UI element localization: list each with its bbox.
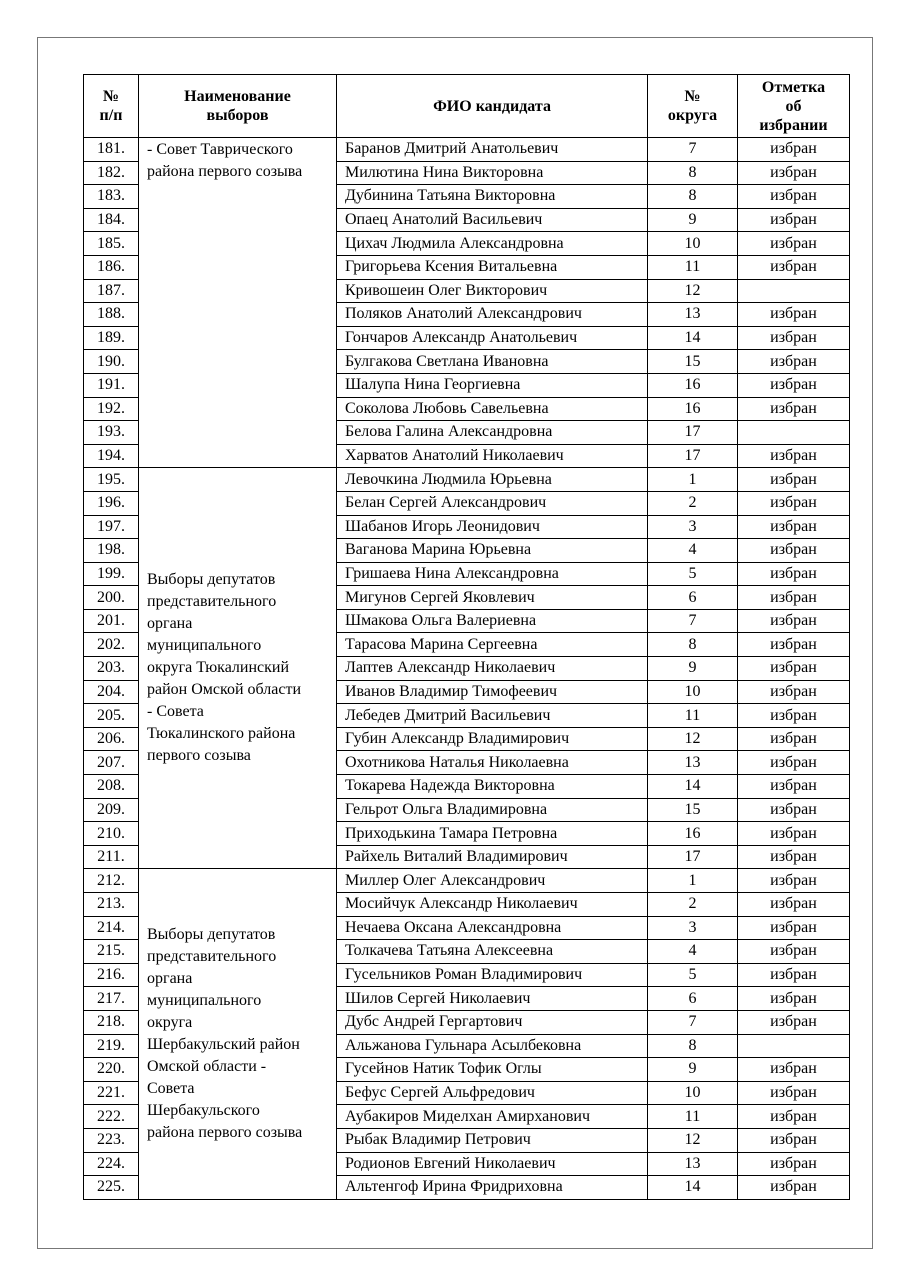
table-row [84, 869, 850, 893]
row-number: 199. [84, 562, 139, 586]
row-number: 218. [84, 1010, 139, 1034]
candidate-name: Григорьева Ксения Витальевна [337, 255, 648, 279]
district-number: 17 [648, 444, 738, 468]
district-number: 8 [648, 161, 738, 185]
district-number: 1 [648, 869, 738, 893]
row-number: 198. [84, 539, 139, 563]
row-number: 190. [84, 350, 139, 374]
candidate-name: Аубакиров Миделхан Амирханович [337, 1105, 648, 1129]
row-number: 183. [84, 185, 139, 209]
district-number: 9 [648, 657, 738, 681]
candidate-name: Гусельников Роман Владимирович [337, 963, 648, 987]
header-election-text: Наименование выборов [184, 88, 291, 124]
district-number: 5 [648, 963, 738, 987]
election-mark: избран [738, 161, 850, 185]
candidate-name: Альтенгоф Ирина Фридриховна [337, 1176, 648, 1200]
election-mark: избран [738, 539, 850, 563]
row-number: 193. [84, 421, 139, 445]
table-row [84, 468, 850, 492]
district-number: 17 [648, 421, 738, 445]
header-mark-text: Отметка об избрании [759, 78, 828, 134]
candidate-name: Милютина Нина Викторовна [337, 161, 648, 185]
district-number: 10 [648, 680, 738, 704]
row-number: 220. [84, 1058, 139, 1082]
district-number: 6 [648, 987, 738, 1011]
header-num-text: № п/п [99, 88, 123, 124]
district-number: 13 [648, 303, 738, 327]
candidate-name: Родионов Евгений Николаевич [337, 1152, 648, 1176]
candidate-name: Иванов Владимир Тимофеевич [337, 680, 648, 704]
election-name-cell [139, 869, 337, 1199]
candidate-name: Толкачева Татьяна Алексеевна [337, 940, 648, 964]
election-mark: избран [738, 138, 850, 162]
election-mark: избран [738, 562, 850, 586]
candidate-name: Шалупа Нина Георгиевна [337, 373, 648, 397]
row-number: 217. [84, 987, 139, 1011]
candidate-name: Альжанова Гульнара Асылбековна [337, 1034, 648, 1058]
row-number: 215. [84, 940, 139, 964]
row-number: 203. [84, 657, 139, 681]
candidate-name: Опаец Анатолий Васильевич [337, 208, 648, 232]
candidate-name: Губин Александр Владимирович [337, 727, 648, 751]
candidate-name: Шабанов Игорь Леонидович [337, 515, 648, 539]
row-number: 197. [84, 515, 139, 539]
candidate-name: Харватов Анатолий Николаевич [337, 444, 648, 468]
row-number: 212. [84, 869, 139, 893]
district-number: 6 [648, 586, 738, 610]
row-number: 221. [84, 1081, 139, 1105]
election-mark: избран [738, 727, 850, 751]
district-number: 11 [648, 255, 738, 279]
election-mark [738, 279, 850, 303]
election-mark: избран [738, 1010, 850, 1034]
row-number: 187. [84, 279, 139, 303]
district-number: 12 [648, 727, 738, 751]
district-number: 12 [648, 279, 738, 303]
header-mark [738, 75, 850, 138]
election-name: - Совет Таврического района первого созыва [147, 141, 303, 180]
election-mark: избран [738, 987, 850, 1011]
election-mark: избран [738, 208, 850, 232]
election-mark: избран [738, 1105, 850, 1129]
header-district-text: № округа [667, 88, 718, 124]
candidate-name: Левочкина Людмила Юрьевна [337, 468, 648, 492]
row-number: 224. [84, 1152, 139, 1176]
row-number: 206. [84, 727, 139, 751]
candidate-name: Мигунов Сергей Яковлевич [337, 586, 648, 610]
results-table [83, 74, 850, 1200]
district-number: 16 [648, 822, 738, 846]
candidate-name: Лебедев Дмитрий Васильевич [337, 704, 648, 728]
row-number: 201. [84, 609, 139, 633]
candidate-name: Миллер Олег Александрович [337, 869, 648, 893]
district-number: 14 [648, 326, 738, 350]
district-number: 9 [648, 1058, 738, 1082]
row-number: 191. [84, 373, 139, 397]
election-mark: избран [738, 1081, 850, 1105]
district-number: 7 [648, 1010, 738, 1034]
district-number: 10 [648, 232, 738, 256]
header-district [648, 75, 738, 138]
row-number: 214. [84, 916, 139, 940]
row-number: 225. [84, 1176, 139, 1200]
election-name: Выборы депутатов представительного органа муниципального округа Шербакульский район Омской области - Совета Шербакульского района первого созыва [147, 926, 303, 1142]
candidate-name: Булгакова Светлана Ивановна [337, 350, 648, 374]
election-mark: избран [738, 609, 850, 633]
election-mark: избран [738, 893, 850, 917]
election-mark: избран [738, 1176, 850, 1200]
election-mark: избран [738, 775, 850, 799]
candidate-name: Шмакова Ольга Валериевна [337, 609, 648, 633]
election-mark: избран [738, 657, 850, 681]
row-number: 196. [84, 491, 139, 515]
election-mark: избран [738, 822, 850, 846]
district-number: 8 [648, 633, 738, 657]
election-mark: избран [738, 303, 850, 327]
candidate-name: Кривошеин Олег Викторович [337, 279, 648, 303]
election-mark: избран [738, 397, 850, 421]
candidate-name: Тарасова Марина Сергеевна [337, 633, 648, 657]
candidate-name: Мосийчук Александр Николаевич [337, 893, 648, 917]
candidate-name: Цихач Людмила Александровна [337, 232, 648, 256]
table-row [84, 138, 850, 162]
row-number: 182. [84, 161, 139, 185]
candidate-name: Гельрот Ольга Владимировна [337, 798, 648, 822]
candidate-name: Лаптев Александр Николаевич [337, 657, 648, 681]
district-number: 3 [648, 916, 738, 940]
district-number: 10 [648, 1081, 738, 1105]
row-number: 211. [84, 845, 139, 869]
district-number: 8 [648, 185, 738, 209]
district-number: 16 [648, 397, 738, 421]
election-mark [738, 421, 850, 445]
row-number: 210. [84, 822, 139, 846]
election-mark: избран [738, 255, 850, 279]
row-number: 208. [84, 775, 139, 799]
row-number: 205. [84, 704, 139, 728]
election-mark: избран [738, 515, 850, 539]
district-number: 14 [648, 1176, 738, 1200]
district-number: 8 [648, 1034, 738, 1058]
district-number: 15 [648, 798, 738, 822]
candidate-name: Гончаров Александр Анатольевич [337, 326, 648, 350]
table-body [84, 138, 850, 1200]
row-number: 195. [84, 468, 139, 492]
row-number: 213. [84, 893, 139, 917]
election-mark: избран [738, 845, 850, 869]
row-number: 219. [84, 1034, 139, 1058]
candidate-name: Дубс Андрей Гергартович [337, 1010, 648, 1034]
election-mark: избран [738, 586, 850, 610]
row-number: 188. [84, 303, 139, 327]
district-number: 5 [648, 562, 738, 586]
row-number: 200. [84, 586, 139, 610]
row-number: 186. [84, 255, 139, 279]
row-number: 184. [84, 208, 139, 232]
candidate-name: Бефус Сергей Альфредович [337, 1081, 648, 1105]
candidate-name: Нечаева Оксана Александровна [337, 916, 648, 940]
district-number: 7 [648, 609, 738, 633]
election-mark: избран [738, 869, 850, 893]
candidate-name: Райхель Виталий Владимирович [337, 845, 648, 869]
header-election [139, 75, 337, 138]
election-mark: избран [738, 468, 850, 492]
district-number: 7 [648, 138, 738, 162]
district-number: 2 [648, 491, 738, 515]
row-number: 192. [84, 397, 139, 421]
row-number: 223. [84, 1128, 139, 1152]
election-mark: избран [738, 680, 850, 704]
row-number: 209. [84, 798, 139, 822]
candidate-name: Соколова Любовь Савельевна [337, 397, 648, 421]
candidate-name: Поляков Анатолий Александрович [337, 303, 648, 327]
candidate-name: Шилов Сергей Николаевич [337, 987, 648, 1011]
row-number: 202. [84, 633, 139, 657]
election-mark: избран [738, 1152, 850, 1176]
candidate-name: Белан Сергей Александрович [337, 491, 648, 515]
candidate-name: Белова Галина Александровна [337, 421, 648, 445]
election-mark: избран [738, 940, 850, 964]
election-mark: избран [738, 373, 850, 397]
district-number: 14 [648, 775, 738, 799]
row-number: 207. [84, 751, 139, 775]
district-number: 11 [648, 704, 738, 728]
election-name: Выборы депутатов представительного органа муниципального округа Тюкалинский район Омской области - Совета Тюкалинского района первого созыва [147, 571, 302, 765]
row-number: 222. [84, 1105, 139, 1129]
district-number: 4 [648, 940, 738, 964]
district-number: 11 [648, 1105, 738, 1129]
candidate-name: Дубинина Татьяна Викторовна [337, 185, 648, 209]
district-number: 1 [648, 468, 738, 492]
candidate-name: Рыбак Владимир Петрович [337, 1128, 648, 1152]
candidate-name: Гусейнов Натик Тофик Оглы [337, 1058, 648, 1082]
election-mark: избран [738, 326, 850, 350]
header-fio-text: ФИО кандидата [433, 97, 551, 115]
election-mark: избран [738, 350, 850, 374]
election-mark: избран [738, 916, 850, 940]
election-mark: избран [738, 1128, 850, 1152]
election-mark: избран [738, 751, 850, 775]
election-mark: избран [738, 232, 850, 256]
candidate-name: Баранов Дмитрий Анатольевич [337, 138, 648, 162]
election-name-cell [139, 138, 337, 468]
candidate-name: Гришаева Нина Александровна [337, 562, 648, 586]
district-number: 4 [648, 539, 738, 563]
district-number: 17 [648, 845, 738, 869]
election-mark: избран [738, 1058, 850, 1082]
district-number: 13 [648, 1152, 738, 1176]
header-fio [337, 75, 648, 138]
row-number: 216. [84, 963, 139, 987]
row-number: 194. [84, 444, 139, 468]
district-number: 12 [648, 1128, 738, 1152]
election-mark: избран [738, 704, 850, 728]
row-number: 185. [84, 232, 139, 256]
district-number: 3 [648, 515, 738, 539]
candidate-name: Охотникова Наталья Николаевна [337, 751, 648, 775]
district-number: 2 [648, 893, 738, 917]
row-number: 204. [84, 680, 139, 704]
election-mark: избран [738, 444, 850, 468]
election-name-cell [139, 468, 337, 869]
table-header-row [84, 75, 850, 138]
district-number: 9 [648, 208, 738, 232]
district-number: 16 [648, 373, 738, 397]
header-num [84, 75, 139, 138]
candidate-name: Приходькина Тамара Петровна [337, 822, 648, 846]
election-mark: избран [738, 798, 850, 822]
election-mark: избран [738, 633, 850, 657]
district-number: 13 [648, 751, 738, 775]
row-number: 189. [84, 326, 139, 350]
row-number: 181. [84, 138, 139, 162]
election-mark: избран [738, 491, 850, 515]
candidate-name: Ваганова Марина Юрьевна [337, 539, 648, 563]
election-mark [738, 1034, 850, 1058]
candidate-name: Токарева Надежда Викторовна [337, 775, 648, 799]
election-mark: избран [738, 963, 850, 987]
election-mark: избран [738, 185, 850, 209]
district-number: 15 [648, 350, 738, 374]
